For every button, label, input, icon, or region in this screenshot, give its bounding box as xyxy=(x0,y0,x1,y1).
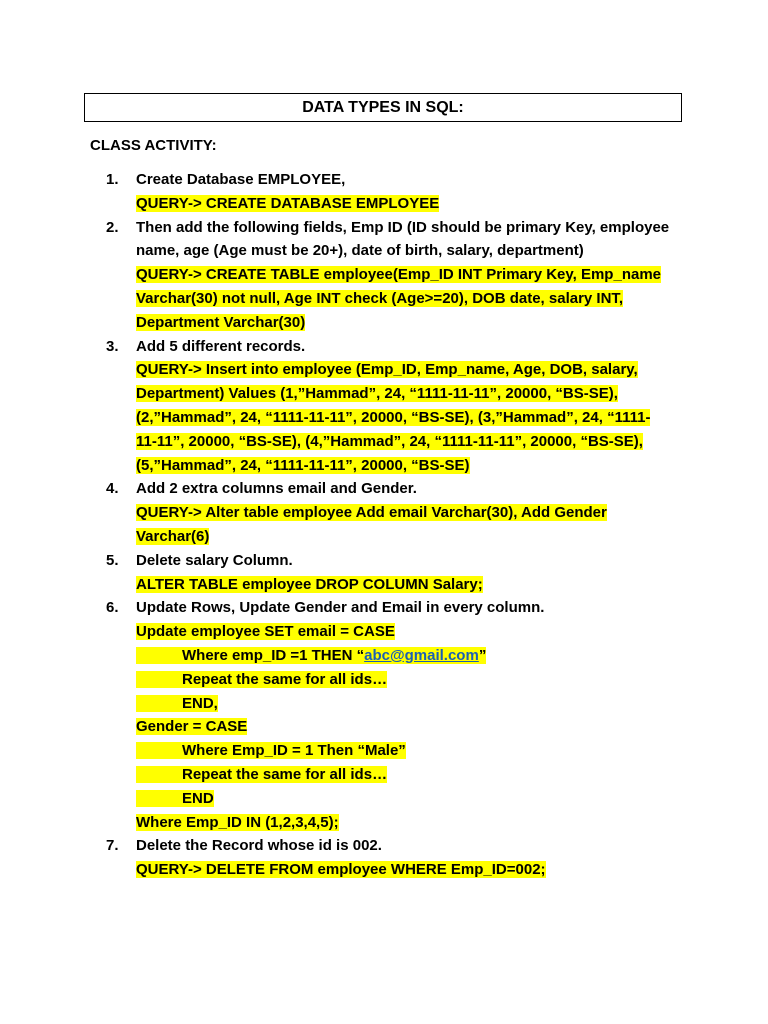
item-number: 3. xyxy=(106,337,119,355)
item-number: 5. xyxy=(106,551,119,569)
query-line: Varchar(30) not null, Age INT check (Age>=20), DOB date, salary INT, xyxy=(136,289,624,307)
item-text: Delete salary Column. xyxy=(136,551,293,569)
query-line: ALTER TABLE employee DROP COLUMN Salary; xyxy=(136,575,483,593)
query-line: QUERY-> Alter table employee Add email Varchar(30), Add Gender xyxy=(136,504,607,522)
query-line-where-email xyxy=(136,647,486,664)
item-text: Update Rows, Update Gender and Email in every column. xyxy=(136,599,545,617)
query-line: 11-11”, 20000, “BS-SE), (4,”Hammad”, 24, “1111-11-11”, 20000, “BS-SE), xyxy=(136,432,643,450)
item-text: Add 2 extra columns email and Gender. xyxy=(136,480,417,498)
query-line: (2,”Hammad”, 24, “1111-11-11”, 20000, “BS-SE), (3,”Hammad”, 24, “1111- xyxy=(136,408,651,426)
item-number: 6. xyxy=(106,599,119,617)
list-item xyxy=(106,335,686,478)
query-line: QUERY-> CREATE DATABASE EMPLOYEE xyxy=(136,194,440,212)
query-line: END, xyxy=(136,695,218,712)
item-number: 7. xyxy=(106,837,119,855)
activity-list xyxy=(106,168,686,882)
query-line: Department) Values (1,”Hammad”, 24, “1111-11-11”, 20000, “BS-SE), xyxy=(136,385,618,403)
document-title-box xyxy=(84,93,682,122)
item-text: Delete the Record whose id is 002. xyxy=(136,837,382,855)
list-item xyxy=(106,477,686,548)
query-line: Update employee SET email = CASE xyxy=(136,623,395,641)
query-line: Department Varchar(30) xyxy=(136,313,306,331)
item-text: Add 5 different records. xyxy=(136,337,306,355)
query-line: Gender = CASE xyxy=(136,718,248,736)
query-line: QUERY-> CREATE TABLE employee(Emp_ID INT Primary Key, Emp_name xyxy=(136,266,661,284)
list-item xyxy=(106,168,686,216)
document-title: DATA TYPES IN SQL: xyxy=(302,98,464,116)
query-line: END xyxy=(136,790,214,807)
query-line: Repeat the same for all ids… xyxy=(136,766,387,783)
list-item xyxy=(106,596,686,834)
item-text: Create Database EMPLOYEE, xyxy=(136,171,346,188)
item-text: Then add the following fields, Emp ID (ID should be primary Key, employee name, age (Age must be 20+), date of birth, salary, department) xyxy=(136,218,670,260)
query-line: Varchar(6) xyxy=(136,527,210,545)
query-line: QUERY-> Insert into employee (Emp_ID, Emp_name, Age, DOB, salary, xyxy=(136,361,638,379)
query-line: Where Emp_ID = 1 Then “Male” xyxy=(136,742,406,759)
email-link[interactable]: abc@gmail.com xyxy=(364,646,479,664)
query-line: (5,”Hammad”, 24, “1111-11-11”, 20000, “BS-SE) xyxy=(136,456,470,474)
where-suffix: ” xyxy=(478,646,487,664)
query-line: QUERY-> DELETE FROM employee WHERE Emp_ID=002; xyxy=(136,861,546,879)
list-item xyxy=(106,216,686,335)
query-line: Repeat the same for all ids… xyxy=(136,671,387,688)
where-prefix: Where emp_ID =1 THEN “ xyxy=(182,646,365,664)
item-number: 2. xyxy=(106,218,119,236)
list-item xyxy=(106,834,686,882)
item-number: 4. xyxy=(106,480,119,498)
item-number: 1. xyxy=(106,171,119,188)
section-heading: CLASS ACTIVITY: xyxy=(90,137,217,154)
list-item xyxy=(106,549,686,597)
query-line: Where Emp_ID IN (1,2,3,4,5); xyxy=(136,813,339,831)
